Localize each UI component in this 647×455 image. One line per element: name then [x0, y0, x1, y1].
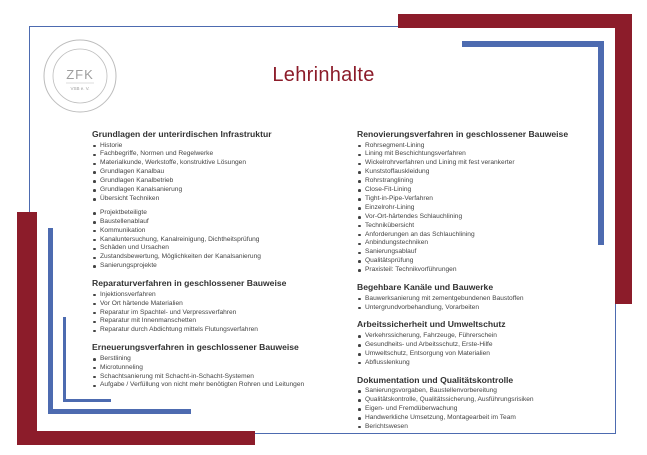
left-column [92, 129, 332, 397]
section-heading: Reparaturverfahren in geschlossener Bauweise [92, 278, 287, 289]
list-item: Wickelrohrverfahren und Lining mit fest verankerter [357, 159, 587, 168]
deco-red-bottom-bar [17, 431, 255, 445]
list-item: Sanierungsablauf [357, 248, 587, 257]
list-item: Materialkunde, Werkstoffe, konstruktive Lösungen [92, 159, 332, 168]
list-item: Sanierungsvorgaben, Baustellenvorbereitung [357, 387, 587, 396]
list-item: Tight-in-Pipe-Verfahren [357, 195, 587, 204]
section [357, 375, 587, 432]
list-item: Microtunneling [92, 364, 332, 373]
list-item: Vor Ort härtende Materialien [92, 300, 332, 309]
list-item: Sanierungsprojekte [92, 262, 332, 271]
list-item: Praxisteil: Technikvorführungen [357, 266, 587, 275]
list-item: Grundlagen Kanalbau [92, 168, 332, 177]
list-item: Einzelrohr-Lining [357, 204, 587, 213]
section [357, 319, 587, 367]
list-item: Abflusslenkung [357, 359, 587, 368]
right-column [357, 129, 587, 439]
bullet-list [92, 209, 332, 271]
list-item: Aufgabe / Verfüllung von nicht mehr benötigten Rohren und Leitungen [92, 381, 332, 390]
deco-blue-bottom-bar [48, 409, 191, 414]
list-item: Kanaluntersuchung, Kanalreinigung, Dichtheitsprüfung [92, 236, 332, 245]
bullet-list [92, 291, 332, 336]
section [92, 278, 332, 335]
list-item: Übersicht Techniken [92, 195, 332, 204]
list-item: Historie [92, 142, 332, 151]
list-item: Reparatur mit Innenmanschetten [92, 317, 332, 326]
list-item: Reparatur im Spachtel- und Verpressverfahren [92, 309, 332, 318]
list-item: Gesundheits- und Arbeitsschutz, Erste-Hilfe [357, 341, 587, 350]
list-item: Handwerkliche Umsetzung, Montagearbeit im Team [357, 414, 587, 423]
deco-red-right-bar [615, 14, 632, 304]
list-item: Anbindungstechniken [357, 239, 587, 248]
list-item: Verkehrssicherung, Fahrzeuge, Führerschein [357, 332, 587, 341]
bullet-list [92, 142, 332, 204]
bullet-list [357, 295, 587, 313]
list-item: Schäden und Ursachen [92, 244, 332, 253]
list-item: Untergrundvorbehandlung, Vorarbeiten [357, 304, 587, 313]
list-item: Kommunikation [92, 227, 332, 236]
deco-blue-top-bar [462, 41, 604, 47]
list-item: Eigen- und Fremdüberwachung [357, 405, 587, 414]
bullet-list [357, 142, 587, 276]
list-item: Baustellenablauf [92, 218, 332, 227]
list-item: Qualitätskontrolle, Qualitätssicherung, Ausführungsrisiken [357, 396, 587, 405]
list-item: Umweltschutz, Entsorgung von Materialien [357, 350, 587, 359]
section-heading: Begehbare Kanäle und Bauwerke [357, 282, 494, 293]
section [92, 342, 332, 390]
list-item: Rohrsegment-Lining [357, 142, 587, 151]
list-item: Projektbeteiligte [92, 209, 332, 218]
deco-red-left-bar [17, 212, 37, 445]
list-item: Schachtsanierung mit Schacht-in-Schacht-Systemen [92, 373, 332, 382]
list-item: Grundlagen Kanalbetrieb [92, 177, 332, 186]
logo-letters: ZFK [66, 67, 94, 82]
section [357, 129, 587, 275]
section [92, 129, 332, 271]
section [357, 282, 587, 312]
deco-blue-left-bar [48, 228, 53, 414]
section-heading: Grundlagen der unterirdischen Infrastruktur [92, 129, 272, 139]
section-heading: Erneuerungsverfahren in geschlossener Bauweise [92, 342, 299, 353]
list-item: Bauwerksanierung mit zementgebundenen Baustoffen [357, 295, 587, 304]
list-item: Fachbegriffe, Normen und Regelwerke [92, 150, 332, 159]
section-heading: Arbeitssicherheit und Umweltschutz [357, 319, 506, 330]
list-item: Close-Fit-Lining [357, 186, 587, 195]
bullet-list [92, 355, 332, 391]
list-item: Berichtswesen [357, 423, 587, 432]
list-item: Reparatur durch Abdichtung mittels Flutungsverfahren [92, 326, 332, 335]
deco-blue-inner-bottom-bar [63, 399, 111, 402]
section-heading: Dokumentation und Qualitätskontrolle [357, 374, 514, 385]
section-heading: Renovierungsverfahren in geschlossener Bauweise [357, 129, 569, 139]
list-item: Berstlining [92, 355, 332, 364]
list-item: Vor-Ort-härtendes Schlauchlining [357, 213, 587, 222]
list-item: Qualitätsprüfung [357, 257, 587, 266]
list-item: Lining mit Beschichtungsverfahren [357, 150, 587, 159]
bullet-list [357, 332, 587, 368]
list-item: Grundlagen Kanalsanierung [92, 186, 332, 195]
list-item: Rohrstranglining [357, 177, 587, 186]
list-item: Kunststoffauskleidung [357, 168, 587, 177]
list-item: Anforderungen an das Schlauchlining [357, 231, 587, 240]
deco-blue-inner-left-bar [63, 317, 66, 402]
deco-red-top-bar [398, 14, 632, 28]
list-item: Technikübersicht [357, 222, 587, 231]
bullet-list [357, 387, 587, 432]
logo-sub: VSB e. V. [70, 86, 90, 91]
page-title: Lehrinhalte [272, 64, 375, 86]
list-item: Zustandsbewertung, Möglichkeiten der Kanalsanierung [92, 253, 332, 262]
list-item: Injektionsverfahren [92, 291, 332, 300]
